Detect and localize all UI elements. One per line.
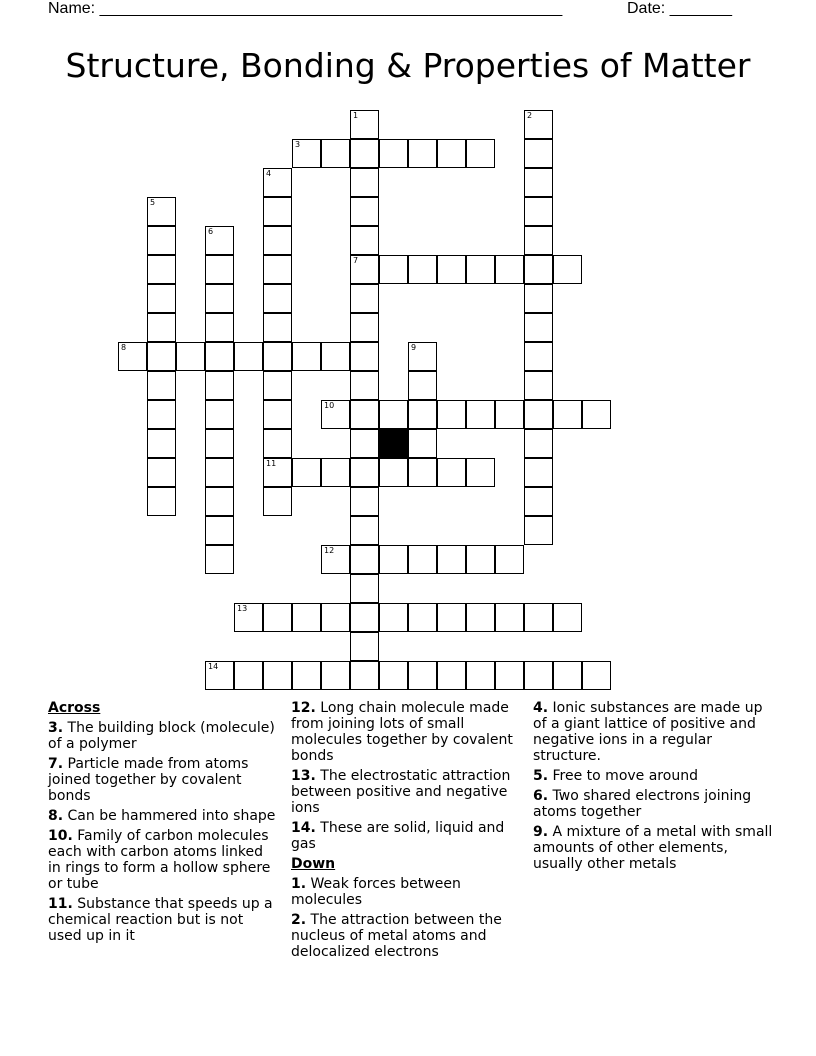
- crossword-cell[interactable]: [205, 487, 234, 516]
- crossword-cell[interactable]: [379, 603, 408, 632]
- crossword-cell[interactable]: [466, 458, 495, 487]
- crossword-cell[interactable]: [350, 197, 379, 226]
- crossword-cell[interactable]: [205, 429, 234, 458]
- crossword-cell[interactable]: [321, 400, 350, 429]
- name-field[interactable]: Name: ____________________________________________________: [48, 0, 563, 17]
- crossword-cell[interactable]: [321, 458, 350, 487]
- crossword-cell[interactable]: [408, 429, 437, 458]
- clue-number: 3.: [48, 720, 64, 736]
- crossword-cell[interactable]: [263, 313, 292, 342]
- crossword-cell[interactable]: [350, 168, 379, 197]
- clue-number: 9.: [533, 824, 549, 840]
- clue-text: Ionic substances are made up of a giant lattice of positive and negative ions in a regular structure.: [533, 700, 763, 764]
- crossword-cell[interactable]: [263, 487, 292, 516]
- crossword-cell[interactable]: [263, 342, 292, 371]
- clue-number: 5.: [533, 768, 549, 784]
- crossword-cell[interactable]: [205, 400, 234, 429]
- crossword-cell[interactable]: [466, 545, 495, 574]
- crossword-cell[interactable]: [350, 255, 379, 284]
- crossword-cell[interactable]: [263, 603, 292, 632]
- cell-number: 3: [295, 140, 301, 149]
- crossword-cell[interactable]: [437, 139, 466, 168]
- clue-item: [533, 824, 773, 872]
- cell-number: 5: [150, 198, 156, 207]
- crossword-cell[interactable]: [408, 603, 437, 632]
- crossword-cell[interactable]: [350, 574, 379, 603]
- crossword-cell[interactable]: [350, 632, 379, 661]
- crossword-cell[interactable]: [263, 255, 292, 284]
- crossword-cell[interactable]: [147, 197, 176, 226]
- clue-text: A mixture of a metal with small amounts of other elements, usually other metals: [533, 824, 773, 872]
- cell-number: 4: [266, 169, 272, 178]
- cell-number: 11: [266, 459, 277, 468]
- crossword-cell[interactable]: [350, 313, 379, 342]
- crossword-cell[interactable]: [524, 603, 553, 632]
- crossword-cell[interactable]: [350, 284, 379, 313]
- crossword-cell[interactable]: [466, 661, 495, 690]
- clue-item: [48, 756, 280, 804]
- clue-column-3: [533, 700, 773, 876]
- crossword-cell[interactable]: [234, 603, 263, 632]
- crossword-cell[interactable]: [350, 487, 379, 516]
- clue-number: 7.: [48, 756, 64, 772]
- crossword-cell[interactable]: [408, 371, 437, 400]
- crossword-cell[interactable]: [408, 458, 437, 487]
- cell-number: 10: [324, 401, 335, 410]
- crossword-cell[interactable]: [524, 429, 553, 458]
- crossword-cell[interactable]: [118, 342, 147, 371]
- crossword-cell[interactable]: [437, 603, 466, 632]
- crossword-cell[interactable]: [147, 371, 176, 400]
- down-clue-list: [291, 876, 527, 960]
- crossword-cell[interactable]: [205, 661, 234, 690]
- crossword-cell[interactable]: [350, 110, 379, 139]
- crossword-cell[interactable]: [263, 168, 292, 197]
- crossword-cell[interactable]: [176, 342, 205, 371]
- clue-text: Free to move around: [548, 768, 698, 784]
- cell-number: 6: [208, 227, 214, 236]
- crossword-cell[interactable]: [495, 400, 524, 429]
- crossword-cell[interactable]: [466, 400, 495, 429]
- crossword-cell[interactable]: [350, 516, 379, 545]
- crossword-cell[interactable]: [205, 342, 234, 371]
- crossword-cell[interactable]: [147, 429, 176, 458]
- clue-text: The attraction between the nucleus of metal atoms and delocalized electrons: [291, 912, 502, 960]
- clue-item: [291, 768, 527, 816]
- crossword-cell[interactable]: [408, 342, 437, 371]
- down-clue-list-continued: [533, 700, 773, 872]
- clue-item: [533, 700, 773, 764]
- crossword-cell[interactable]: [524, 313, 553, 342]
- clue-item: [291, 876, 527, 908]
- crossword-cell[interactable]: [524, 371, 553, 400]
- clue-number: 6.: [533, 788, 549, 804]
- crossword-cell[interactable]: [292, 603, 321, 632]
- clue-number: 11.: [48, 896, 73, 912]
- crossword-cell[interactable]: [147, 255, 176, 284]
- crossword-cell[interactable]: [495, 603, 524, 632]
- clue-number: 2.: [291, 912, 307, 928]
- clue-text: Family of carbon molecules each with carbon atoms linked in rings to form a hollow sphere or tube: [48, 828, 271, 892]
- crossword-cell[interactable]: [147, 284, 176, 313]
- crossword-cell[interactable]: [524, 284, 553, 313]
- clue-item: [48, 896, 280, 944]
- crossword-cell[interactable]: [205, 371, 234, 400]
- crossword-cell[interactable]: [205, 313, 234, 342]
- crossword-cell[interactable]: [437, 400, 466, 429]
- across-clue-list-continued: [291, 700, 527, 852]
- cell-number: 9: [411, 343, 417, 352]
- crossword-cell[interactable]: [350, 429, 379, 458]
- crossword-cell[interactable]: [524, 516, 553, 545]
- cell-number: 12: [324, 546, 335, 555]
- cell-number: 7: [353, 256, 359, 265]
- crossword-cell[interactable]: [553, 255, 582, 284]
- clue-text: Weak forces between molecules: [291, 876, 461, 908]
- crossword-cell[interactable]: [263, 284, 292, 313]
- crossword-cell[interactable]: [263, 661, 292, 690]
- clue-item: [48, 808, 280, 824]
- crossword-cell[interactable]: [379, 255, 408, 284]
- crossword-cell[interactable]: [350, 458, 379, 487]
- cell-number: 14: [208, 662, 219, 671]
- crossword-cell[interactable]: [437, 545, 466, 574]
- clue-text: Particle made from atoms joined together by covalent bonds: [48, 756, 249, 804]
- crossword-cell[interactable]: [350, 371, 379, 400]
- crossword-cell[interactable]: [234, 661, 263, 690]
- clue-number: 10.: [48, 828, 73, 844]
- crossword-cell[interactable]: [205, 458, 234, 487]
- crossword-cell[interactable]: [147, 313, 176, 342]
- page-title: Structure, Bonding & Properties of Matter: [65, 46, 751, 85]
- crossword-cell[interactable]: [553, 661, 582, 690]
- crossword-cell[interactable]: [408, 661, 437, 690]
- crossword-cell[interactable]: [524, 168, 553, 197]
- across-heading: Across: [48, 700, 101, 716]
- cell-number: 8: [121, 343, 127, 352]
- crossword-cell[interactable]: [321, 342, 350, 371]
- crossword-cell[interactable]: [437, 255, 466, 284]
- crossword-cell[interactable]: [495, 255, 524, 284]
- crossword-cell[interactable]: [350, 400, 379, 429]
- crossword-cell[interactable]: [379, 545, 408, 574]
- cell-number: 2: [527, 111, 533, 120]
- crossword-cell[interactable]: [466, 255, 495, 284]
- crossword-cell[interactable]: [408, 545, 437, 574]
- crossword-cell[interactable]: [147, 400, 176, 429]
- crossword-cell[interactable]: [495, 545, 524, 574]
- clue-item: [48, 720, 280, 752]
- crossword-cell[interactable]: [147, 226, 176, 255]
- clue-number: 1.: [291, 876, 307, 892]
- crossword-cell[interactable]: [408, 400, 437, 429]
- crossword-cell[interactable]: [582, 661, 611, 690]
- clue-column-1: [48, 700, 280, 948]
- clue-text: Substance that speeds up a chemical reaction but is not used up in it: [48, 896, 273, 944]
- clue-item: [291, 700, 527, 764]
- clue-number: 8.: [48, 808, 64, 824]
- cell-number: 13: [237, 604, 248, 613]
- black-cell: [379, 429, 408, 458]
- crossword-cell[interactable]: [321, 661, 350, 690]
- crossword-cell[interactable]: [466, 139, 495, 168]
- crossword-cell[interactable]: [147, 487, 176, 516]
- down-heading: Down: [291, 856, 336, 872]
- crossword-cell[interactable]: [147, 342, 176, 371]
- clue-text: Long chain molecule made from joining lots of small molecules together by covalent bonds: [291, 700, 513, 764]
- crossword-cell[interactable]: [205, 284, 234, 313]
- clue-text: The building block (molecule) of a polymer: [48, 720, 275, 752]
- clue-item: [291, 820, 527, 852]
- crossword-cell[interactable]: [292, 342, 321, 371]
- crossword-cell[interactable]: [437, 458, 466, 487]
- crossword-cell[interactable]: [321, 603, 350, 632]
- clue-text: The electrostatic attraction between positive and negative ions: [291, 768, 511, 816]
- crossword-cell[interactable]: [350, 545, 379, 574]
- date-field[interactable]: Date: _______: [627, 0, 732, 17]
- crossword-cell[interactable]: [553, 603, 582, 632]
- crossword-cell[interactable]: [466, 603, 495, 632]
- crossword-cell[interactable]: [524, 139, 553, 168]
- crossword-cell[interactable]: [205, 255, 234, 284]
- crossword-cell[interactable]: [495, 661, 524, 690]
- clue-text: Two shared electrons joining atoms together: [533, 788, 752, 820]
- crossword-cell[interactable]: [408, 139, 437, 168]
- crossword-cell[interactable]: [524, 110, 553, 139]
- crossword-cell[interactable]: [205, 545, 234, 574]
- clue-number: 13.: [291, 768, 316, 784]
- crossword-cell[interactable]: [350, 139, 379, 168]
- crossword-cell[interactable]: [147, 458, 176, 487]
- crossword-cell[interactable]: [292, 661, 321, 690]
- crossword-cell[interactable]: [263, 458, 292, 487]
- crossword-cell[interactable]: [263, 400, 292, 429]
- crossword-cell[interactable]: [524, 226, 553, 255]
- clue-column-2: [291, 700, 527, 964]
- crossword-cell[interactable]: [524, 342, 553, 371]
- clue-text: Can be hammered into shape: [63, 808, 276, 824]
- clue-item: [291, 912, 527, 960]
- clue-item: [533, 768, 773, 784]
- crossword-cell[interactable]: [524, 661, 553, 690]
- crossword-cell[interactable]: [379, 400, 408, 429]
- crossword-cell[interactable]: [263, 371, 292, 400]
- crossword-cell[interactable]: [263, 197, 292, 226]
- crossword-cell[interactable]: [350, 342, 379, 371]
- crossword-cell[interactable]: [350, 661, 379, 690]
- crossword-cell[interactable]: [321, 545, 350, 574]
- crossword-cell[interactable]: [553, 400, 582, 429]
- clue-number: 12.: [291, 700, 316, 716]
- clue-item: [48, 828, 280, 892]
- crossword-cell[interactable]: [234, 342, 263, 371]
- crossword-cell[interactable]: [350, 226, 379, 255]
- crossword-cell[interactable]: [350, 603, 379, 632]
- crossword-cell[interactable]: [582, 400, 611, 429]
- crossword-cell[interactable]: [321, 139, 350, 168]
- crossword-cell[interactable]: [205, 226, 234, 255]
- crossword-cell[interactable]: [379, 458, 408, 487]
- crossword-cell[interactable]: [524, 400, 553, 429]
- clue-number: 14.: [291, 820, 316, 836]
- clue-item: [533, 788, 773, 820]
- crossword-cell[interactable]: [379, 661, 408, 690]
- crossword-cell[interactable]: [205, 516, 234, 545]
- crossword-cell[interactable]: [437, 661, 466, 690]
- clue-text: These are solid, liquid and gas: [291, 820, 505, 852]
- crossword-cell[interactable]: [292, 139, 321, 168]
- crossword-cell[interactable]: [524, 458, 553, 487]
- crossword-cell[interactable]: [408, 255, 437, 284]
- cell-number: 1: [353, 111, 359, 120]
- crossword-cell[interactable]: [263, 429, 292, 458]
- crossword-cell[interactable]: [263, 226, 292, 255]
- crossword-cell[interactable]: [524, 487, 553, 516]
- crossword-cell[interactable]: [379, 139, 408, 168]
- crossword-cell[interactable]: [524, 255, 553, 284]
- crossword-cell[interactable]: [524, 197, 553, 226]
- clue-number: 4.: [533, 700, 549, 716]
- crossword-cell[interactable]: [292, 458, 321, 487]
- across-clue-list: [48, 720, 280, 944]
